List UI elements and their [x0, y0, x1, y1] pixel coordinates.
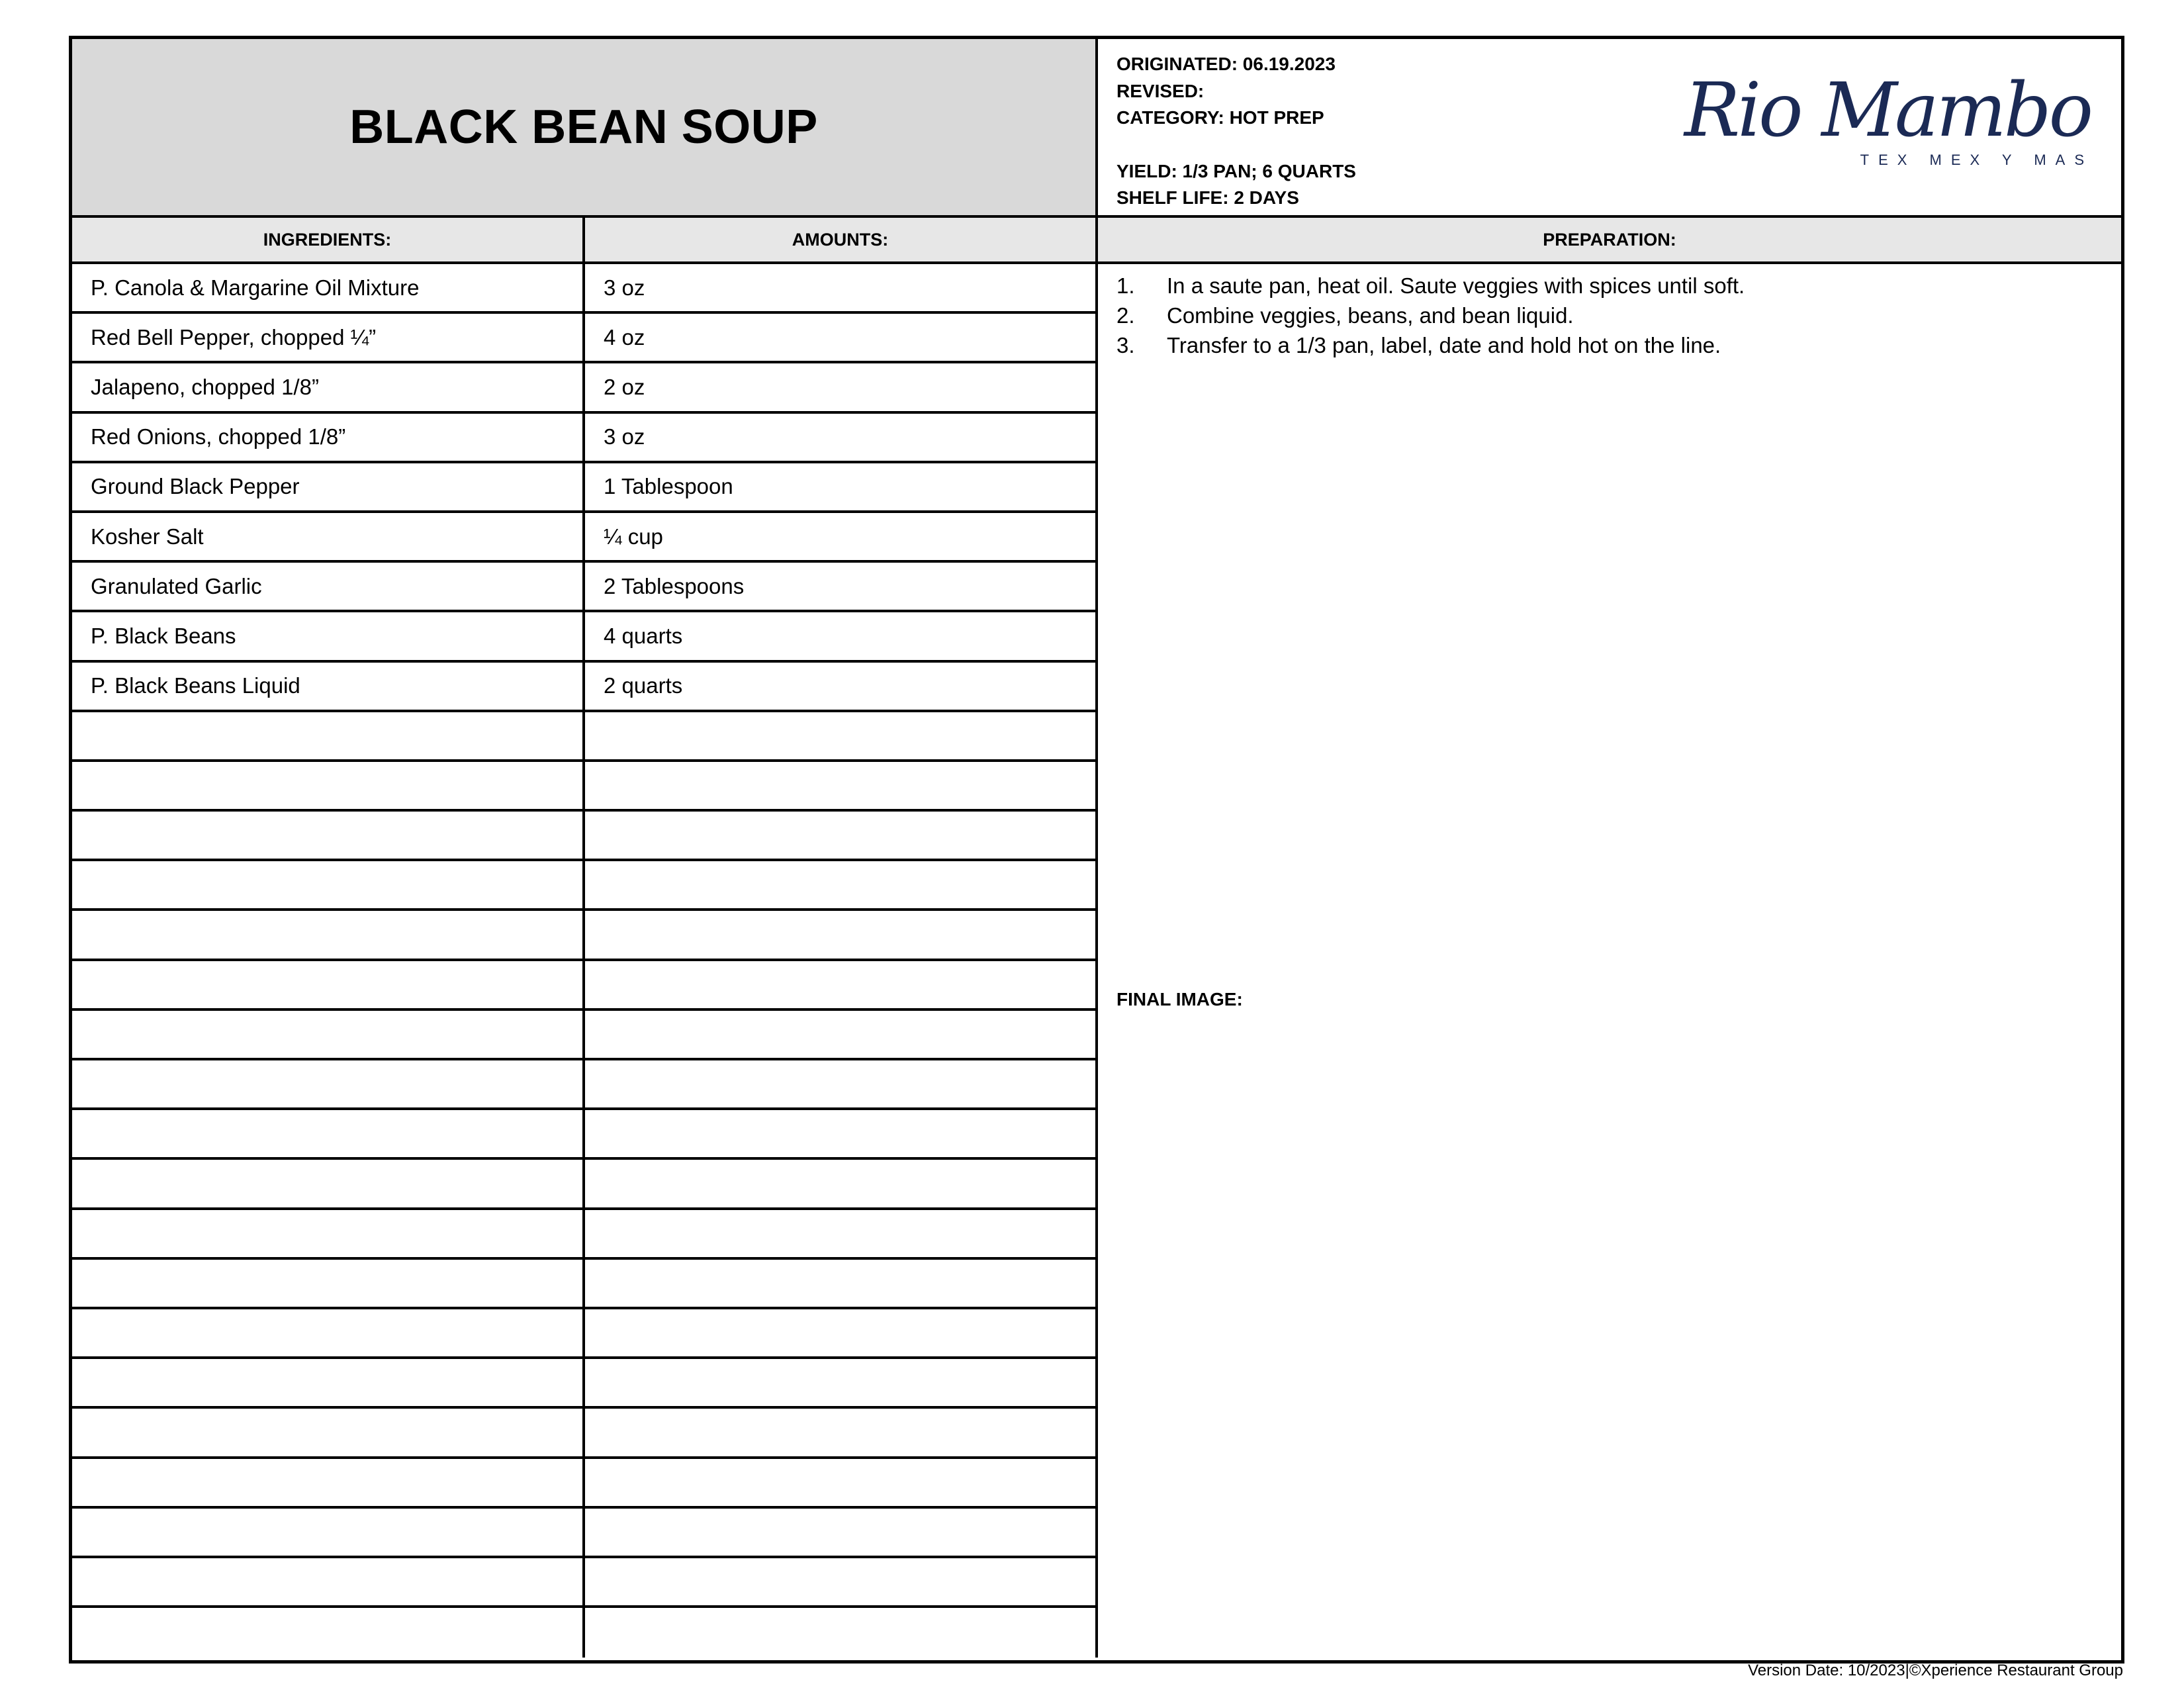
- ingredient-name: [72, 1210, 585, 1257]
- table-row: [72, 513, 1098, 563]
- revised-date: REVISED:: [1116, 80, 1205, 101]
- rio-mambo-logo: [1684, 68, 2093, 186]
- ingredient-amount: 2 Tablespoons: [585, 563, 1098, 610]
- ingredient-amount: [585, 1409, 1098, 1456]
- amounts-header: AMOUNTS:: [585, 218, 1098, 264]
- ingredient-name: [72, 1409, 585, 1456]
- ingredient-name: [72, 1608, 585, 1658]
- table-row: [72, 762, 1098, 812]
- ingredient-name: Jalapeno, chopped 1/8”: [72, 363, 585, 410]
- step-text: Transfer to a 1/3 pan, label, date and hold hot on the line.: [1167, 333, 1721, 357]
- ingredient-amount: ¼ cup: [585, 513, 1098, 560]
- shelf-life: SHELF LIFE: 2 DAYS: [1116, 187, 1299, 208]
- ingredient-amount: 3 oz: [585, 264, 1098, 311]
- ingredient-amount: [585, 1459, 1098, 1506]
- ingredient-amount: [585, 1160, 1098, 1207]
- step-text: Combine veggies, beans, and bean liquid.: [1167, 303, 1574, 328]
- ingredient-amount: [585, 1260, 1098, 1307]
- ingredient-name: [72, 961, 585, 1008]
- preparation-header: PREPARATION:: [1098, 218, 2121, 264]
- table-row: [72, 961, 1098, 1011]
- table-row: [72, 861, 1098, 911]
- table-row: [72, 1260, 1098, 1309]
- ingredient-amount: [585, 762, 1098, 809]
- table-row: [72, 612, 1098, 662]
- ingredient-amount: 1 Tablespoon: [585, 463, 1098, 510]
- ingredient-amount: [585, 812, 1098, 859]
- table-row: [72, 812, 1098, 861]
- ingredient-name: [72, 812, 585, 859]
- ingredient-amount: [585, 1060, 1098, 1107]
- step-number: 3.: [1116, 333, 1135, 357]
- ingredient-name: [72, 1359, 585, 1406]
- table-row: [72, 1558, 1098, 1608]
- table-row: [72, 1359, 1098, 1409]
- preparation-step: [1116, 330, 1745, 360]
- table-row: [72, 1409, 1098, 1458]
- ingredient-name: Red Onions, chopped 1/8”: [72, 414, 585, 461]
- step-number: 1.: [1116, 273, 1135, 298]
- logo-tagline: TEX MEX Y MAS: [1860, 152, 2093, 168]
- ingredient-name: P. Black Beans: [72, 612, 585, 659]
- table-row: [72, 1011, 1098, 1060]
- ingredient-amount: [585, 1558, 1098, 1605]
- table-row: [72, 363, 1098, 413]
- ingredient-name: [72, 1160, 585, 1207]
- ingredient-name: P. Black Beans Liquid: [72, 663, 585, 710]
- ingredient-amount: [585, 961, 1098, 1008]
- ingredient-amount: [585, 1309, 1098, 1356]
- preparation-step: [1116, 301, 1745, 330]
- ingredient-amount: 4 oz: [585, 314, 1098, 361]
- table-row: [72, 414, 1098, 463]
- version-footer: Version Date: 10/2023|©Xperience Restaurant Group: [1748, 1662, 2123, 1679]
- recipe-meta: [1116, 51, 1356, 212]
- ingredient-name: Red Bell Pepper, chopped ¼”: [72, 314, 585, 361]
- table-row: [72, 563, 1098, 612]
- ingredient-name: Granulated Garlic: [72, 563, 585, 610]
- ingredients-header: INGREDIENTS:: [72, 218, 585, 264]
- ingredient-name: [72, 712, 585, 759]
- final-image-label: FINAL IMAGE:: [1116, 989, 1243, 1009]
- ingredient-amount: 4 quarts: [585, 612, 1098, 659]
- ingredient-name: [72, 1309, 585, 1356]
- ingredient-amount: 2 oz: [585, 363, 1098, 410]
- table-row: [72, 1160, 1098, 1209]
- step-number: 2.: [1116, 303, 1135, 328]
- preparation-step: [1116, 271, 1745, 301]
- ingredient-name: [72, 1060, 585, 1107]
- table-row: [72, 1060, 1098, 1110]
- ingredient-name: [72, 1110, 585, 1157]
- ingredient-amount: [585, 861, 1098, 908]
- ingredient-amount: [585, 1110, 1098, 1157]
- ingredient-name: [72, 911, 585, 958]
- ingredient-name: [72, 1558, 585, 1605]
- table-row: [72, 1110, 1098, 1160]
- table-row: [72, 463, 1098, 513]
- table-row: [72, 1509, 1098, 1558]
- preparation-steps: [1116, 271, 1745, 360]
- originated-date: ORIGINATED: 06.19.2023: [1116, 54, 1336, 74]
- ingredients-table: [72, 264, 1098, 1658]
- ingredient-name: P. Canola & Margarine Oil Mixture: [72, 264, 585, 311]
- ingredient-amount: [585, 1509, 1098, 1556]
- ingredient-amount: [585, 1608, 1098, 1658]
- ingredient-name: Ground Black Pepper: [72, 463, 585, 510]
- ingredient-amount: 3 oz: [585, 414, 1098, 461]
- table-row: [72, 1608, 1098, 1658]
- ingredient-name: [72, 1011, 585, 1058]
- yield: YIELD: 1/3 PAN; 6 QUARTS: [1116, 160, 1356, 181]
- ingredient-name: Kosher Salt: [72, 513, 585, 560]
- ingredient-amount: [585, 1359, 1098, 1406]
- ingredient-amount: [585, 1011, 1098, 1058]
- logo-script: Rio Mambo: [1684, 68, 2091, 154]
- table-row: [72, 1309, 1098, 1359]
- preparation-panel: [1098, 264, 2121, 1661]
- category: CATEGORY: HOT PREP: [1116, 107, 1324, 128]
- ingredient-amount: 2 quarts: [585, 663, 1098, 710]
- meta-cell: [1098, 39, 2121, 218]
- ingredient-name: [72, 1509, 585, 1556]
- recipe-title: BLACK BEAN SOUP: [349, 101, 818, 154]
- recipe-card: [69, 36, 2124, 1664]
- ingredient-name: [72, 1459, 585, 1506]
- table-row: [72, 264, 1098, 314]
- table-row: [72, 712, 1098, 762]
- table-row: [72, 663, 1098, 712]
- ingredient-name: [72, 1260, 585, 1307]
- table-row: [72, 911, 1098, 961]
- table-row: [72, 1459, 1098, 1509]
- ingredient-name: [72, 861, 585, 908]
- ingredient-name: [72, 762, 585, 809]
- ingredient-amount: [585, 712, 1098, 759]
- ingredient-amount: [585, 911, 1098, 958]
- table-row: [72, 1210, 1098, 1260]
- title-cell: [72, 39, 1098, 218]
- table-row: [72, 314, 1098, 363]
- ingredient-amount: [585, 1210, 1098, 1257]
- step-text: In a saute pan, heat oil. Saute veggies with spices until soft.: [1167, 273, 1745, 298]
